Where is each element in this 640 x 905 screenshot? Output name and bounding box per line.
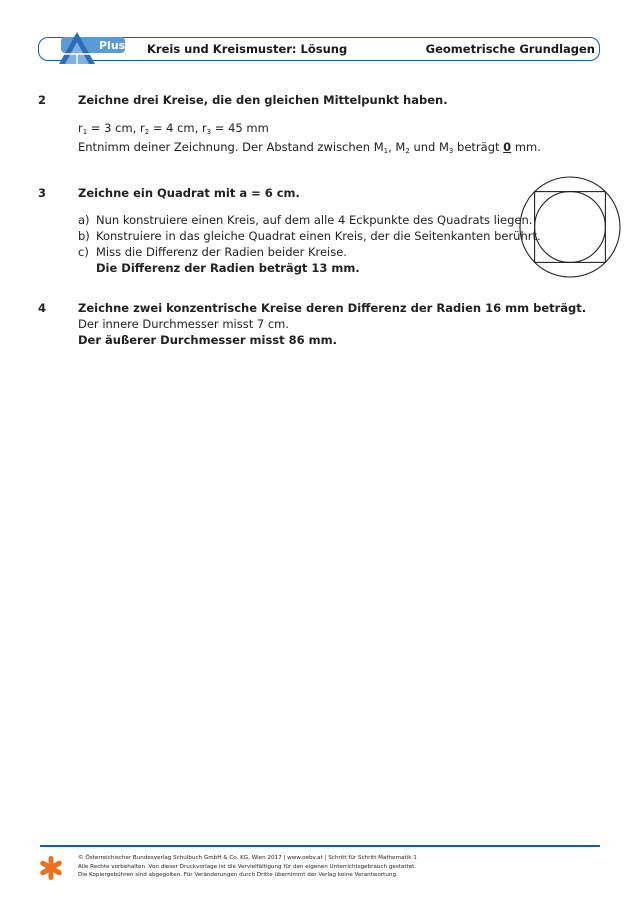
footer-divider [40,845,600,847]
task-4-title: Zeichne zwei konzentrische Kreise deren Differenz der Radien 16 mm beträgt. [78,301,587,315]
task-3b-label: b) [78,229,90,243]
footer-copyright: © Österreichischer Bundesverlag Schulbuch GmbH & Co. KG, Wien 2017 | www.oebv.at | Schritt für Schritt Mathematik 1 Alle Rechte vorbehalten. Von dieser Druckvorlage ist die Vervielfältigung für den eigenen Unterrichtsgebrauch gestattet. Die Kopiergebühren sind abgegolten. Für Veränderungen durch Dritte übernimmt der Verlag keine Verantwortung. [78,855,417,878]
task-4-line1: Der innere Durchmesser misst 7 cm. [78,317,290,331]
page-subject: Geometrische Grundlagen [425,42,595,56]
task-2-title: Zeichne drei Kreise, die den gleichen Mittelpunkt haben. [78,93,448,107]
task-3-answer: Die Differenz der Radien beträgt 13 mm. [96,261,360,275]
logo-text: Plus [99,39,126,52]
task-4-number: 4 [38,301,47,315]
incircle [535,192,606,263]
task-3c-text: Miss die Differenz der Radien beider Kreise. [96,245,347,259]
task-2-number: 2 [38,93,47,107]
task-4-answer: Der äußerer Durchmesser misst 86 mm. [78,333,337,347]
task-3-number: 3 [38,186,47,200]
task-3a-text: Nun konstruiere einen Kreis, auf dem alle 4 Eckpunkte des Quadrats liegen. [96,213,533,227]
task-2-answer: Entnimm deiner Zeichnung. Der Abstand zwischen $M_1$, $M_2$ und $M_3$ beträgt 0 mm. [78,140,541,155]
task-3b-text: Konstruiere in das gleiche Quadrat einen Kreis, der die Seitenkanten berührt. [96,229,541,243]
page-title: Kreis und Kreismuster: Lösung [147,42,348,56]
square-circle-figure [519,176,621,278]
task-3c-label: c) [78,245,89,259]
task-3a-label: a) [78,213,90,227]
task-2-givens: $r_1 = 3$ cm, $r_2 = 4$ cm, $r_3 = 45$ mm [78,121,269,136]
publisher-logo-icon [38,854,64,882]
plus-logo [55,30,128,66]
task-2-answer-value: 0 [503,140,512,154]
task-3-title: Zeichne ein Quadrat mit a = 6 cm. [78,186,300,200]
